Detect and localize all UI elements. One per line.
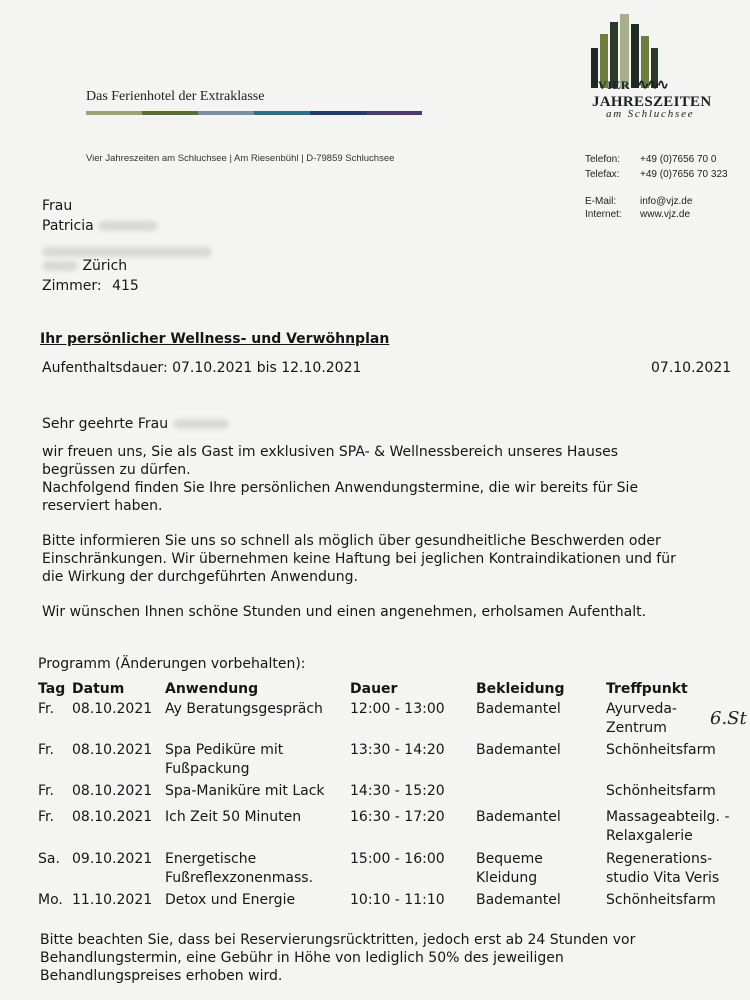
row-2-treffpunkt: Schönheitsfarm [606, 742, 716, 758]
wave-icon: ∿∿∿ [637, 78, 667, 93]
row-2-anwendung-2: Fußpackung [165, 761, 250, 777]
row-2-dauer: 13:30 - 14:20 [350, 742, 445, 758]
row-5-anwendung-2: Fußreflexzonenmass. [165, 870, 314, 886]
row-5-anwendung: Energetische [165, 851, 257, 867]
redacted-zip [42, 261, 78, 271]
greeting-text: Sehr geehrte Frau [42, 416, 169, 432]
web-label: Internet: [585, 209, 622, 220]
paragraph-1-line-3: Nachfolgend finden Sie Ihre persönlichen Anwendungstermine, die wir bereits für Sie [42, 480, 639, 496]
row-1-treffpunkt: Ayurveda- [606, 701, 677, 717]
fax-value: +49 (0)7656 70 323 [640, 169, 728, 180]
contact-email [585, 196, 692, 207]
col-header-tag: Tag [38, 681, 66, 697]
email-label: E-Mail: [585, 196, 617, 207]
row-4-dauer: 16:30 - 17:20 [350, 809, 445, 825]
footer-line-3: Behandlungspreises erhoben wird. [40, 968, 283, 984]
row-5-dauer: 15:00 - 16:00 [350, 851, 445, 867]
letter-date: 07.10.2021 [651, 360, 732, 376]
recipient-city-line [42, 256, 127, 276]
row-4-datum: 08.10.2021 [72, 809, 153, 825]
row-1-tag: Fr. [38, 701, 54, 717]
row-6-anwendung: Detox und Energie [165, 892, 296, 908]
strip-segment [198, 111, 254, 115]
row-6-datum: 11.10.2021 [72, 892, 153, 908]
phone-value: +49 (0)7656 70 0 [640, 154, 717, 165]
row-1-dauer: 12:00 - 13:00 [350, 701, 445, 717]
program-title: Programm (Änderungen vorbehalten): [38, 656, 306, 672]
stay-duration: Aufenthaltsdauer: 07.10.2021 bis 12.10.2021 [42, 360, 362, 376]
contact-fax [585, 169, 728, 180]
recipient-name [42, 216, 158, 236]
logo-line-1 [598, 77, 667, 94]
phone-label: Telefon: [585, 154, 621, 165]
logo-line-2: JAHRESZEITEN [592, 94, 712, 110]
recipient-city: Zürich [82, 258, 128, 274]
row-1-treffpunkt-2: Zentrum [606, 720, 667, 736]
hotel-tagline: Das Ferienhotel der Extraklasse [86, 89, 265, 104]
recipient-room [42, 276, 139, 296]
paragraph-2-line-2: Einschränkungen. Wir übernehmen keine Haftung bei jeglichen Kontraindikationen und für [42, 551, 676, 567]
strip-segment [254, 111, 310, 115]
greeting [42, 414, 229, 434]
row-6-treffpunkt: Schönheitsfarm [606, 892, 716, 908]
row-2-bekleidung: Bademantel [476, 742, 561, 758]
row-2-anwendung: Spa Pediküre mit [165, 742, 284, 758]
logo-line-3: am Schluchsee [606, 108, 695, 120]
redacted-surname [173, 419, 229, 429]
row-3-anwendung: Spa-Maniküre mit Lack [165, 783, 325, 799]
strip-segment [366, 111, 422, 115]
row-5-treffpunkt: Regenerations- [606, 851, 713, 867]
contact-web [585, 209, 690, 220]
row-4-anwendung: Ich Zeit 50 Minuten [165, 809, 302, 825]
col-header-datum: Datum [72, 681, 125, 697]
web-value: www.vjz.de [640, 209, 691, 220]
strip-segment [86, 111, 142, 115]
logo-word: VIER [598, 78, 631, 92]
recipient-salutation: Frau [42, 198, 73, 214]
row-6-tag: Mo. [38, 892, 63, 908]
col-header-dauer: Dauer [350, 681, 398, 697]
row-4-treffpunkt: Massageabteilg. - [606, 809, 730, 825]
col-header-treffpunkt: Treffpunkt [606, 681, 688, 697]
paragraph-1-line-1: wir freuen uns, Sie als Gast im exklusiven SPA- & Wellnessbereich unseres Hauses [42, 444, 619, 460]
row-4-treffpunkt-2: Relaxgalerie [606, 828, 693, 844]
strip-segment [310, 111, 366, 115]
paragraph-2-line-3: die Wirkung der durchgeführten Anwendung. [42, 569, 358, 585]
row-4-tag: Fr. [38, 809, 54, 825]
row-3-datum: 08.10.2021 [72, 783, 153, 799]
paragraph-1-line-4: reserviert haben. [42, 498, 163, 514]
row-5-treffpunkt-2: studio Vita Veris [606, 870, 720, 886]
redaction-mark [42, 247, 212, 257]
paragraph-2-line-1: Bitte informieren Sie uns so schnell als möglich über gesundheitliche Beschwerden oder [42, 533, 661, 549]
footer-line-1: Bitte beachten Sie, dass bei Reservierungsrücktritten, jedoch erst ab 24 Stunden vor [40, 932, 636, 948]
handwritten-note: 6.St [710, 708, 747, 729]
row-4-bekleidung: Bademantel [476, 809, 561, 825]
redacted-surname [98, 221, 158, 231]
row-1-datum: 08.10.2021 [72, 701, 153, 717]
row-5-bekleidung-2: Kleidung [476, 870, 538, 886]
row-6-dauer: 10:10 - 11:10 [350, 892, 445, 908]
row-3-treffpunkt: Schönheitsfarm [606, 783, 716, 799]
paragraph-3: Wir wünschen Ihnen schöne Stunden und einen angenehmen, erholsamen Aufenthalt. [42, 604, 647, 620]
recipient-first-name: Patricia [42, 218, 94, 234]
strip-segment [142, 111, 198, 115]
row-3-tag: Fr. [38, 783, 54, 799]
footer-line-2: Behandlungstermin, eine Gebühr in Höhe von lediglich 50% des jeweiligen [40, 950, 564, 966]
paragraph-1-line-2: begrüssen zu dürfen. [42, 462, 191, 478]
fax-label: Telefax: [585, 169, 620, 180]
row-3-dauer: 14:30 - 15:20 [350, 783, 445, 799]
row-5-tag: Sa. [38, 851, 60, 867]
row-2-datum: 08.10.2021 [72, 742, 153, 758]
page-title: Ihr persönlicher Wellness- und Verwöhnplan [40, 331, 390, 347]
row-2-tag: Fr. [38, 742, 54, 758]
row-5-bekleidung: Bequeme [476, 851, 543, 867]
row-6-bekleidung: Bademantel [476, 892, 561, 908]
color-strip [86, 111, 422, 115]
col-header-bekleidung: Bekleidung [476, 681, 565, 697]
room-number: 415 [112, 278, 139, 294]
sender-address: Vier Jahreszeiten am Schluchsee | Am Riesenbühl | D-79859 Schluchsee [86, 153, 395, 164]
col-header-anwendung: Anwendung [165, 681, 259, 697]
contact-phone [585, 154, 716, 165]
email-value: info@vjz.de [640, 196, 693, 207]
room-label: Zimmer: [42, 278, 102, 294]
row-1-bekleidung: Bademantel [476, 701, 561, 717]
row-1-anwendung: Ay Beratungsgespräch [165, 701, 323, 717]
row-5-datum: 09.10.2021 [72, 851, 153, 867]
